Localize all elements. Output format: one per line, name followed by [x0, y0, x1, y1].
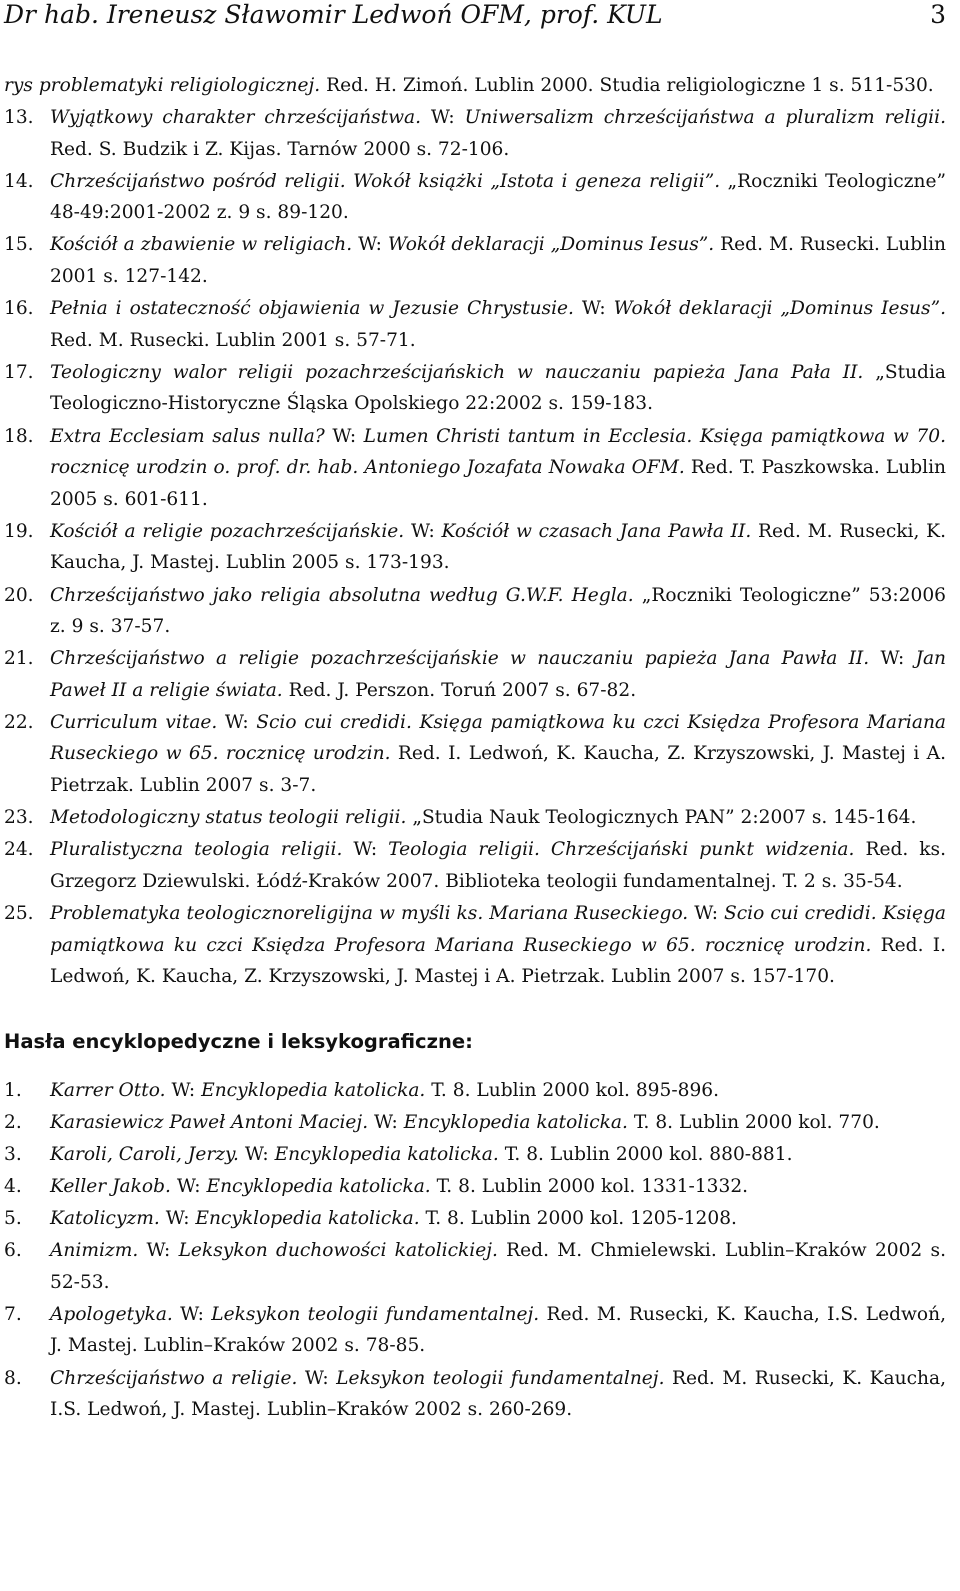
item-rest: Red. M. Rusecki, K. Kaucha, J. Mastej. Lublin 2005 s. 173-193.	[50, 520, 946, 574]
item-number: 16.	[4, 298, 34, 320]
item-text	[50, 898, 946, 993]
item-in-marker: W:	[352, 234, 388, 256]
item-source: Scio cui credidi. Księga pamiątkowa ku czci Księdza Profesora Mariana Ruseckiego w 65. rocznicę urodzin.	[50, 902, 946, 956]
item-source: Wokół deklaracji „Dominus Iesus”.	[387, 234, 715, 256]
item-source: Leksykon teologii fundamentalnej.	[211, 1303, 540, 1325]
item-number: 3.	[4, 1143, 22, 1165]
item-text	[50, 1107, 946, 1139]
list-item	[4, 357, 946, 420]
item-rest: Red. H. Zimoń. Lublin 2000. Studia religiologiczne 1 s. 511-530.	[320, 75, 934, 96]
item-rest: Red. ks. Grzegorz Dziewulski. Łódź-Kraków 2007. Biblioteka teologii fundamentalnej. T. 2 s. 35-54.	[50, 839, 946, 892]
encyclopedia-entries	[4, 1075, 946, 1426]
item-rest: Red. M. Rusecki, K. Kaucha, I.S. Ledwoń, J. Mastej. Lublin–Kraków 2002 s. 78-85.	[50, 1303, 946, 1357]
item-number: 13.	[4, 107, 34, 129]
item-title: Problematyka teologicznoreligijna w myśli ks. Mariana Ruseckiego.	[50, 902, 689, 924]
list-item	[4, 643, 946, 706]
list-item	[4, 1107, 946, 1139]
header-author: Dr hab. Ireneusz Sławomir Ledwoń OFM, prof. KUL	[4, 0, 663, 29]
item-text	[50, 1235, 946, 1298]
item-rest: Red. I. Ledwoń, K. Kaucha, Z. Krzyszowski, J. Mastej i A. Pietrzak. Lublin 2007 s. 3-7.	[50, 743, 946, 797]
item-title: Kościół a religie pozachrześcijańskie.	[50, 520, 405, 542]
item-rest: Red. S. Budzik i Z. Kijas. Tarnów 2000 s. 72-106.	[50, 138, 510, 160]
item-title: Chrześcijaństwo pośród religii. Wokół książki „Istota i geneza religii”.	[50, 170, 721, 192]
item-rest: Red. M. Rusecki. Lublin 2001 s. 127-142.	[50, 234, 946, 288]
list-item	[4, 1363, 946, 1426]
article-list	[4, 70, 946, 102]
item-in-marker: W:	[573, 298, 614, 320]
item-in-marker: W:	[172, 1303, 212, 1325]
item-title: Wyjątkowy charakter chrześcijaństwa.	[50, 107, 422, 129]
item-number: 22.	[4, 711, 34, 733]
item-number: 21.	[4, 648, 34, 670]
item-text	[50, 421, 946, 516]
item-number: 19.	[4, 520, 34, 542]
item-rest: „Studia Nauk Teologicznych PAN” 2:2007 s. 145-164.	[406, 807, 917, 829]
item-in-marker: W:	[342, 839, 389, 861]
item-in-marker: W:	[688, 902, 725, 924]
item-title: Chrześcijaństwo a religie.	[50, 1367, 298, 1389]
item-number: 25.	[4, 902, 34, 924]
item-number: 18.	[4, 425, 34, 447]
item-text	[50, 1363, 946, 1426]
item-rest: T. 8. Lublin 2000 kol. 770.	[627, 1111, 880, 1133]
item-title: Extra Ecclesiam salus nulla?	[50, 425, 325, 447]
item-source: Encyklopedia katolicka.	[201, 1079, 426, 1101]
item-text	[50, 516, 946, 579]
item-rest: Red. M. Rusecki, K. Kaucha, I.S. Ledwoń, J. Mastej. Lublin–Kraków 2002 s. 260-269.	[50, 1367, 946, 1421]
list-item	[4, 1075, 946, 1107]
item-in-marker: W:	[324, 425, 364, 447]
item-source: Uniwersalizm chrześcijaństwa a pluralizm religii.	[464, 107, 946, 129]
list-item	[4, 1235, 946, 1298]
item-in-marker: W:	[404, 520, 442, 542]
list-item	[4, 293, 946, 356]
section-heading: Hasła encyklopedyczne i leksykograficzne:	[4, 1029, 473, 1053]
item-title: Metodologiczny status teologii religii.	[50, 807, 407, 829]
item-rest: „Roczniki Teologiczne” 53:2006 z. 9 s. 37-57.	[50, 584, 946, 638]
item-number: 23.	[4, 807, 34, 829]
item-number: 15.	[4, 234, 34, 256]
item-source: Kościół w czasach Jana Pawła II.	[441, 520, 752, 542]
item-source: Teologia religii. Chrześcijański punkt widzenia.	[388, 839, 855, 861]
item-in-marker: W:	[368, 1111, 404, 1133]
item-rest: Red. M. Rusecki. Lublin 2001 s. 57-71.	[50, 329, 416, 351]
item-in-marker: W:	[165, 1079, 202, 1101]
item-title: Karoli, Caroli, Jerzy.	[50, 1143, 239, 1165]
item-source: Encyklopedia katolicka.	[274, 1143, 499, 1165]
item-text	[50, 1203, 946, 1235]
item-rest: „Roczniki Teologiczne” 48-49:2001-2002 z. 9 s. 89-120.	[50, 170, 946, 224]
item-title: rys problematyki religiologicznej.	[4, 75, 321, 96]
item-rest: T. 8. Lublin 2000 kol. 895-896.	[425, 1079, 720, 1101]
list-item	[4, 707, 946, 802]
item-text	[50, 1299, 946, 1362]
item-title: Keller Jakob.	[50, 1176, 171, 1197]
item-in-marker: W:	[238, 1143, 275, 1165]
item-source: Encyklopedia katolicka.	[195, 1208, 420, 1230]
item-number: 17.	[4, 361, 34, 383]
item-number: 20.	[4, 584, 34, 606]
list-item	[4, 834, 946, 897]
list-item	[4, 1203, 946, 1235]
item-title: Teologiczny walor religii pozachrześcijańskich w nauczaniu papieża Jana Pała II.	[50, 361, 864, 383]
item-number: 6.	[4, 1240, 22, 1262]
item-text	[50, 1171, 946, 1203]
item-number: 8.	[4, 1367, 22, 1389]
list-item	[4, 1299, 946, 1362]
item-source: Leksykon duchowości katolickiej.	[178, 1240, 498, 1262]
item-text	[50, 1075, 946, 1107]
item-text	[50, 229, 946, 292]
item-text	[50, 643, 946, 706]
list-item	[4, 102, 946, 165]
item-title: Katolicyzm.	[50, 1208, 160, 1230]
item-rest: Red. I. Ledwoń, K. Kaucha, Z. Krzyszowski, J. Mastej i A. Pietrzak. Lublin 2007 s. 157-170.	[50, 934, 946, 988]
item-text	[50, 357, 946, 420]
item-title: Kościół a zbawienie w religiach.	[50, 234, 353, 256]
item-title: Karasiewicz Paweł Antoni Maciej.	[50, 1111, 369, 1133]
item-title: Curriculum vitae.	[50, 711, 218, 733]
item-title: Karrer Otto.	[50, 1079, 166, 1101]
item-number: 2.	[4, 1111, 22, 1133]
item-text	[50, 166, 946, 229]
list-item	[4, 1139, 946, 1171]
item-in-marker: W:	[159, 1208, 196, 1230]
item-in-marker: W:	[421, 107, 465, 129]
item-number: 5.	[4, 1208, 22, 1230]
item-title: Animizm.	[50, 1240, 139, 1262]
item-text	[50, 834, 946, 897]
item-in-marker: W:	[869, 648, 916, 670]
item-source: Encyklopedia katolicka.	[403, 1111, 628, 1133]
list-item-continuation	[4, 70, 946, 102]
item-rest: T. 8. Lublin 2000 kol. 1205-1208.	[419, 1208, 737, 1230]
item-rest: Red. M. Chmielewski. Lublin–Kraków 2002 s. 52-53.	[50, 1240, 946, 1293]
item-text	[50, 293, 946, 356]
list-item	[4, 898, 946, 993]
list-item	[4, 802, 946, 834]
list-item	[4, 516, 946, 579]
item-number: 24.	[4, 839, 34, 861]
item-rest: T. 8. Lublin 2000 kol. 880-881.	[498, 1143, 793, 1165]
item-rest: „Studia Teologiczno-Historyczne Śląska Opolskiego 22:2002 s. 159-183.	[50, 361, 946, 415]
item-text	[50, 102, 946, 165]
item-in-marker: W:	[138, 1240, 179, 1262]
item-source: Encyklopedia katolicka.	[206, 1176, 431, 1197]
list-item	[4, 421, 946, 516]
list-item	[4, 229, 946, 292]
item-source: Scio cui credidi. Księga pamiątkowa ku czci Księdza Profesora Mariana Ruseckiego w 65. rocznicę urodzin.	[50, 711, 947, 765]
running-header	[4, 0, 946, 32]
item-title: Apologetyka.	[50, 1303, 173, 1325]
item-text	[50, 707, 946, 802]
item-number: 4.	[4, 1176, 22, 1197]
item-source: Wokół deklaracji „Dominus Iesus”.	[613, 298, 946, 320]
item-text	[50, 580, 946, 643]
item-source: Leksykon teologii fundamentalnej.	[336, 1367, 665, 1389]
item-title: Pełnia i ostateczność objawienia w Jezusie Chrystusie.	[50, 298, 574, 320]
item-text	[50, 802, 946, 834]
item-number: 14.	[4, 170, 34, 192]
item-rest: Red. T. Paszkowska. Lublin 2005 s. 601-611.	[50, 457, 946, 510]
item-rest: Red. J. Perszon. Toruń 2007 s. 67-82.	[282, 679, 637, 701]
item-title: Chrześcijaństwo jako religia absolutna według G.W.F. Hegla.	[50, 584, 634, 606]
list-item	[4, 580, 946, 643]
list-item	[4, 1171, 946, 1203]
item-in-marker: W:	[217, 711, 257, 733]
item-number: 7.	[4, 1303, 22, 1325]
item-in-marker: W:	[297, 1367, 337, 1389]
item-rest: T. 8. Lublin 2000 kol. 1331-1332.	[430, 1176, 749, 1197]
item-number: 1.	[4, 1079, 22, 1101]
item-text	[50, 1139, 946, 1171]
page-number: 3	[930, 0, 946, 29]
item-source: Jan Paweł II a religie świata.	[50, 648, 946, 701]
item-title: Chrześcijaństwo a religie pozachrześcijańskie w nauczaniu papieża Jana Pawła II.	[50, 648, 870, 670]
article-entries	[4, 102, 946, 993]
list-item	[4, 166, 946, 229]
item-source: Lumen Christi tantum in Ecclesia. Księga pamiątkowa w 70. rocznicę urodzin o. prof. dr. hab. Antoniego Jozafata Nowaka OFM.	[50, 425, 946, 479]
item-in-marker: W:	[170, 1176, 207, 1197]
item-title: Pluralistyczna teologia religii.	[50, 839, 343, 861]
